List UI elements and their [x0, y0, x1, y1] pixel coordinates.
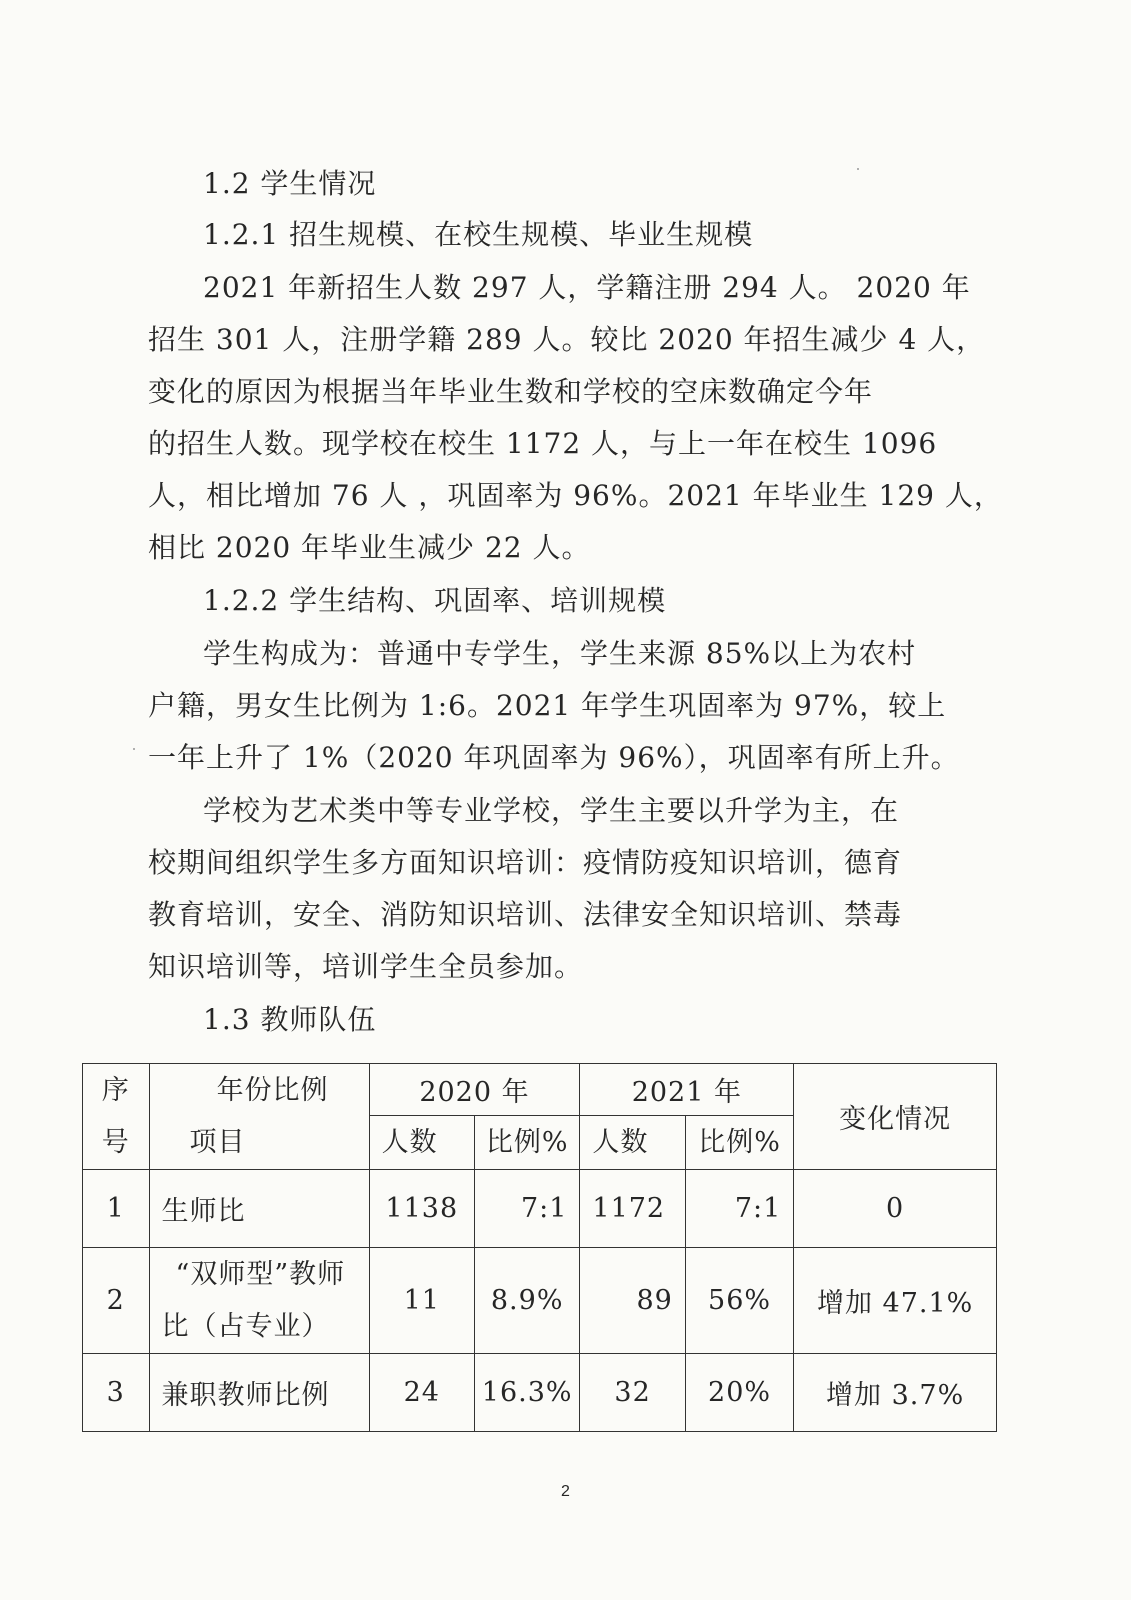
row-ratio-2020: 8.9%	[474, 1248, 579, 1354]
header-year-2021: 2021 年	[580, 1064, 794, 1116]
paragraph-line: 的招生人数。现学校在校生 1172 人，与上一年在校生 1096	[148, 427, 938, 460]
header-serial-bottom: 号	[101, 1126, 130, 1158]
row-item: “双师型”教师	[175, 1258, 346, 1290]
paragraph-line: 知识培训等，培训学生全员参加。	[148, 950, 584, 983]
section-heading-1-2-1: 1.2.1 招生规模、在校生规模、毕业生规模	[203, 218, 754, 251]
table-row	[83, 1248, 997, 1354]
header-ratio-2020: 比例%	[474, 1116, 579, 1170]
paragraph-line: 招生 301 人，注册学籍 289 人。较比 2020 年招生减少 4 人，	[148, 323, 986, 356]
table-row	[83, 1170, 997, 1248]
scan-speck	[857, 168, 859, 170]
header-change: 变化情况	[794, 1064, 997, 1170]
header-count-2020: 人数	[369, 1116, 474, 1170]
row-count-2021: 32	[580, 1354, 685, 1432]
paragraph-line: 变化的原因为根据当年毕业生数和学校的空床数确定今年	[148, 375, 874, 408]
paragraph-line: 2021 年新招生人数 297 人，学籍注册 294 人。 2020 年	[203, 271, 971, 304]
row-change: 0	[794, 1170, 997, 1248]
row-ratio-2020: 16.3%	[474, 1354, 579, 1432]
row-ratio-2021: 20%	[685, 1354, 794, 1432]
row-count-2021: 89	[580, 1248, 685, 1354]
header-year-2020: 2020 年	[369, 1064, 580, 1116]
row-number: 3	[83, 1354, 150, 1432]
header-diagonal-cell	[149, 1064, 369, 1170]
page-number: 2	[561, 1483, 570, 1500]
row-ratio-2020: 7:1	[474, 1170, 579, 1248]
row-count-2020: 11	[369, 1248, 474, 1354]
row-ratio-2021: 7:1	[685, 1170, 794, 1248]
scan-speck	[133, 748, 135, 750]
table-row	[83, 1354, 997, 1432]
teacher-team-table	[82, 1063, 997, 1432]
paragraph-line: 一年上升了 1%（2020 年巩固率为 96%），巩固率有所上升。	[148, 741, 960, 774]
header-count-2021: 人数	[580, 1116, 685, 1170]
paragraph-line: 校期间组织学生多方面知识培训：疫情防疫知识培训，德育	[148, 846, 903, 879]
row-change: 增加 47.1%	[794, 1248, 997, 1354]
row-item-line2: 比（占专业）	[161, 1310, 330, 1342]
paragraph-line: 户籍，男女生比例为 1:6。2021 年学生巩固率为 97%，较上	[148, 689, 947, 722]
section-heading-1-2-2: 1.2.2 学生结构、巩固率、培训规模	[203, 584, 667, 617]
header-item: 项目	[189, 1126, 246, 1158]
header-year-ratio: 年份比例	[216, 1074, 329, 1106]
row-item-cell	[149, 1248, 369, 1354]
row-number: 2	[83, 1248, 150, 1354]
table-header-row	[83, 1064, 997, 1116]
row-change: 增加 3.7%	[794, 1354, 997, 1432]
section-heading-1-2: 1.2 学生情况	[203, 167, 377, 200]
row-count-2021: 1172	[580, 1170, 685, 1248]
header-serial-top: 序	[101, 1074, 130, 1106]
paragraph-line: 教育培训，安全、消防知识培训、法律安全知识培训、禁毒	[148, 898, 903, 931]
row-item: 生师比	[149, 1170, 369, 1248]
row-number: 1	[83, 1170, 150, 1248]
row-ratio-2021: 56%	[685, 1248, 794, 1354]
header-ratio-2021: 比例%	[685, 1116, 794, 1170]
paragraph-line: 人，相比增加 76 人 ，巩固率为 96%。2021 年毕业生 129 人，	[148, 479, 1003, 512]
paragraph-line: 相比 2020 年毕业生减少 22 人。	[148, 531, 591, 564]
header-serial-cell	[83, 1064, 150, 1170]
row-count-2020: 1138	[369, 1170, 474, 1248]
paragraph-line: 学校为艺术类中等专业学校，学生主要以升学为主，在	[203, 794, 900, 827]
row-count-2020: 24	[369, 1354, 474, 1432]
row-item: 兼职教师比例	[149, 1354, 369, 1432]
section-heading-1-3: 1.3 教师队伍	[203, 1003, 377, 1036]
paragraph-line: 学生构成为：普通中专学生，学生来源 85%以上为农村	[203, 637, 917, 670]
